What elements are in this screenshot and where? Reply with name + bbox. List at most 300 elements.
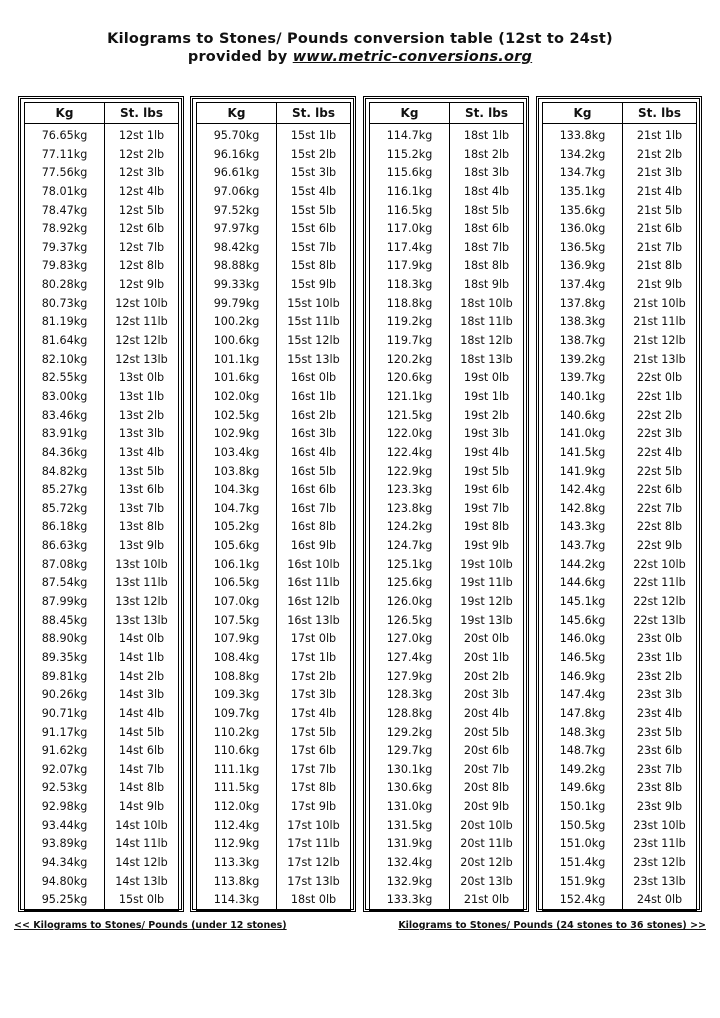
kg-cell: 108.8kg — [213, 669, 260, 683]
stones-cell: 14st 3lb — [118, 688, 165, 702]
kg-cell: 84.36kg — [41, 445, 88, 459]
stones-cell: 15st 10lb — [287, 296, 340, 310]
kg-cell: 146.9kg — [559, 669, 606, 683]
stones-cell: 23st 11lb — [633, 837, 686, 851]
stones-cell: 18st 6lb — [463, 222, 510, 236]
kg-cell: 103.8kg — [213, 464, 260, 478]
stones-cell: 23st 7lb — [636, 762, 683, 776]
stones-cell: 13st 5lb — [118, 464, 165, 478]
stones-cell: 23st 2lb — [636, 669, 683, 683]
stones-cell: 21st 0lb — [463, 893, 510, 907]
conversion-panel — [18, 96, 184, 912]
kg-cell: 93.89kg — [41, 837, 88, 851]
kg-cell: 129.7kg — [386, 744, 433, 758]
stones-column — [105, 124, 179, 911]
kg-cell: 130.6kg — [386, 781, 433, 795]
kg-cell: 90.26kg — [41, 688, 88, 702]
stones-cell: 19st 2lb — [463, 408, 510, 422]
kg-cell: 136.0kg — [559, 222, 606, 236]
kg-cell: 141.5kg — [559, 445, 606, 459]
kg-cell: 82.55kg — [41, 371, 88, 385]
kg-cell: 111.5kg — [213, 781, 260, 795]
stones-cell: 15st 0lb — [118, 893, 165, 907]
stones-cell: 22st 1lb — [636, 389, 683, 403]
kg-cell: 92.07kg — [41, 762, 88, 776]
stones-cell: 20st 11lb — [460, 837, 513, 851]
stones-cell: 17st 5lb — [290, 725, 337, 739]
kg-cell: 146.5kg — [559, 650, 606, 664]
conversion-panel — [190, 96, 356, 912]
stones-cell: 18st 3lb — [463, 166, 510, 180]
stones-cell: 23st 5lb — [636, 725, 683, 739]
kg-cell: 87.08kg — [41, 557, 88, 571]
kg-cell: 97.06kg — [213, 184, 260, 198]
stones-cell: 16st 0lb — [290, 371, 337, 385]
stones-cell: 19st 4lb — [463, 445, 510, 459]
stones-cell: 20st 6lb — [463, 744, 510, 758]
kg-column — [543, 124, 623, 911]
stones-cell: 14st 10lb — [115, 818, 168, 832]
stones-column-header: St. lbs — [105, 103, 179, 124]
stones-cell: 18st 1lb — [463, 129, 510, 142]
stones-column — [450, 124, 524, 911]
stones-cell: 19st 11lb — [460, 576, 513, 590]
kg-cell: 94.34kg — [41, 855, 88, 869]
stones-column — [623, 124, 697, 911]
stones-cell: 16st 9lb — [290, 539, 337, 553]
stones-cell: 23st 0lb — [636, 632, 683, 646]
stones-cell: 20st 8lb — [463, 781, 510, 795]
kg-cell: 117.0kg — [386, 222, 433, 236]
kg-cell: 79.37kg — [41, 240, 88, 254]
kg-cell: 96.16kg — [213, 147, 260, 161]
kg-cell: 150.1kg — [559, 800, 606, 814]
stones-cell: 14st 1lb — [118, 650, 165, 664]
stones-cell: 21st 4lb — [636, 184, 683, 198]
stones-cell: 19st 9lb — [463, 539, 510, 553]
kg-cell: 142.8kg — [559, 501, 606, 515]
kg-cell: 95.70kg — [213, 129, 260, 142]
kg-cell: 138.7kg — [559, 334, 606, 348]
kg-cell: 89.35kg — [41, 650, 88, 664]
stones-cell: 15st 9lb — [290, 278, 337, 292]
stones-cell: 19st 5lb — [463, 464, 510, 478]
kg-cell: 119.2kg — [386, 315, 433, 329]
stones-cell: 13st 0lb — [118, 371, 165, 385]
kg-cell: 80.73kg — [41, 296, 88, 310]
stones-cell: 18st 11lb — [460, 315, 513, 329]
kg-cell: 101.6kg — [213, 371, 260, 385]
stones-cell: 13st 12lb — [115, 595, 168, 609]
stones-cell: 18st 0lb — [290, 893, 337, 907]
stones-cell: 12st 7lb — [118, 240, 165, 254]
kg-cell: 126.5kg — [386, 613, 433, 627]
stones-cell: 16st 8lb — [290, 520, 337, 534]
kg-cell: 149.6kg — [559, 781, 606, 795]
kg-column — [370, 124, 450, 911]
stones-cell: 23st 1lb — [636, 650, 683, 664]
kg-cell: 134.2kg — [559, 147, 606, 161]
stones-cell: 14st 11lb — [115, 837, 168, 851]
stones-cell: 15st 3lb — [290, 166, 337, 180]
kg-cell: 112.9kg — [213, 837, 260, 851]
stones-cell: 22st 8lb — [636, 520, 683, 534]
kg-cell: 136.9kg — [559, 259, 606, 273]
kg-cell: 108.4kg — [213, 650, 260, 664]
kg-cell: 110.6kg — [213, 744, 260, 758]
stones-cell: 19st 8lb — [463, 520, 510, 534]
stones-cell: 21st 6lb — [636, 222, 683, 236]
kg-cell: 110.2kg — [213, 725, 260, 739]
stones-column-header: St. lbs — [450, 103, 524, 124]
site-link[interactable]: www.metric-conversions.org — [292, 49, 533, 65]
kg-cell: 91.62kg — [41, 744, 88, 758]
stones-cell: 20st 7lb — [463, 762, 510, 776]
kg-cell: 92.98kg — [41, 800, 88, 814]
kg-cell: 144.2kg — [559, 557, 606, 571]
kg-cell: 138.3kg — [559, 315, 606, 329]
kg-cell: 145.6kg — [559, 613, 606, 627]
stones-cell: 15st 1lb — [290, 129, 337, 142]
kg-cell: 86.18kg — [41, 520, 88, 534]
stones-cell: 14st 12lb — [115, 855, 168, 869]
kg-cell: 151.0kg — [559, 837, 606, 851]
kg-cell: 83.00kg — [41, 389, 88, 403]
stones-cell: 19st 6lb — [463, 483, 510, 497]
stones-cell: 12st 13lb — [115, 352, 168, 366]
stones-cell: 14st 9lb — [118, 800, 165, 814]
stones-cell: 22st 9lb — [636, 539, 683, 553]
stones-cell: 12st 12lb — [115, 334, 168, 348]
stones-cell: 15st 5lb — [290, 203, 337, 217]
stones-cell: 15st 8lb — [290, 259, 337, 273]
kg-cell: 86.63kg — [41, 539, 88, 553]
stones-cell: 17st 4lb — [290, 706, 337, 720]
stones-cell: 15st 4lb — [290, 184, 337, 198]
kg-cell: 117.4kg — [386, 240, 433, 254]
kg-cell: 88.90kg — [41, 632, 88, 646]
kg-cell: 150.5kg — [559, 818, 606, 832]
kg-column — [25, 124, 105, 911]
stones-cell: 22st 6lb — [636, 483, 683, 497]
stones-cell: 14st 6lb — [118, 744, 165, 758]
kg-cell: 135.6kg — [559, 203, 606, 217]
kg-cell: 96.61kg — [213, 166, 260, 180]
kg-cell: 151.9kg — [559, 874, 606, 888]
kg-cell: 87.99kg — [41, 595, 88, 609]
stones-cell: 20st 12lb — [460, 855, 513, 869]
stones-cell: 21st 3lb — [636, 166, 683, 180]
kg-cell: 120.6kg — [386, 371, 433, 385]
kg-cell: 114.3kg — [213, 893, 260, 907]
stones-cell: 14st 13lb — [115, 874, 168, 888]
kg-cell: 133.3kg — [386, 893, 433, 907]
stones-cell: 18st 10lb — [460, 296, 513, 310]
kg-cell: 143.7kg — [559, 539, 606, 553]
kg-cell: 147.8kg — [559, 706, 606, 720]
conversion-panel — [536, 96, 702, 912]
stones-cell: 13st 10lb — [115, 557, 168, 571]
stones-cell: 13st 9lb — [118, 539, 165, 553]
stones-cell: 12st 9lb — [118, 278, 165, 292]
kg-cell: 125.6kg — [386, 576, 433, 590]
kg-cell: 102.5kg — [213, 408, 260, 422]
stones-cell: 21st 7lb — [636, 240, 683, 254]
stones-cell: 16st 11lb — [287, 576, 340, 590]
kg-cell: 140.6kg — [559, 408, 606, 422]
kg-cell: 112.4kg — [213, 818, 260, 832]
kg-cell: 148.7kg — [559, 744, 606, 758]
kg-cell: 100.6kg — [213, 334, 260, 348]
kg-cell: 107.9kg — [213, 632, 260, 646]
stones-cell: 12st 2lb — [118, 147, 165, 161]
stones-cell: 18st 8lb — [463, 259, 510, 273]
conversion-table — [369, 102, 524, 911]
kg-cell: 142.4kg — [559, 483, 606, 497]
stones-cell: 17st 8lb — [290, 781, 337, 795]
conversion-panel — [363, 96, 529, 912]
stones-cell: 13st 13lb — [115, 613, 168, 627]
kg-cell: 151.4kg — [559, 855, 606, 869]
stones-cell: 21st 2lb — [636, 147, 683, 161]
kg-cell: 139.2kg — [559, 352, 606, 366]
kg-cell: 103.4kg — [213, 445, 260, 459]
stones-cell: 17st 11lb — [287, 837, 340, 851]
stones-cell: 18st 2lb — [463, 147, 510, 161]
stones-cell: 17st 3lb — [290, 688, 337, 702]
kg-cell: 104.3kg — [213, 483, 260, 497]
kg-cell: 83.91kg — [41, 427, 88, 441]
table-header-row — [25, 103, 179, 124]
kg-cell: 136.5kg — [559, 240, 606, 254]
kg-cell: 106.5kg — [213, 576, 260, 590]
stones-cell: 20st 3lb — [463, 688, 510, 702]
kg-cell: 102.0kg — [213, 389, 260, 403]
stones-cell: 21st 8lb — [636, 259, 683, 273]
provided-by-text: provided by — [187, 49, 293, 65]
stones-cell: 13st 2lb — [118, 408, 165, 422]
kg-cell: 83.46kg — [41, 408, 88, 422]
table-header-row — [197, 103, 351, 124]
kg-cell: 105.6kg — [213, 539, 260, 553]
stones-cell: 22st 2lb — [636, 408, 683, 422]
kg-cell: 128.3kg — [386, 688, 433, 702]
stones-cell: 23st 3lb — [636, 688, 683, 702]
stones-cell: 22st 11lb — [633, 576, 686, 590]
kg-cell: 141.9kg — [559, 464, 606, 478]
stones-cell: 23st 8lb — [636, 781, 683, 795]
stones-cell: 16st 13lb — [287, 613, 340, 627]
kg-cell: 120.2kg — [386, 352, 433, 366]
kg-cell: 113.3kg — [213, 855, 260, 869]
table-header-row — [543, 103, 697, 124]
stones-cell: 12st 8lb — [118, 259, 165, 273]
kg-cell: 131.9kg — [386, 837, 433, 851]
kg-cell: 123.8kg — [386, 501, 433, 515]
stones-cell: 21st 13lb — [633, 352, 686, 366]
kg-cell: 144.6kg — [559, 576, 606, 590]
kg-cell: 152.4kg — [559, 893, 606, 907]
stones-cell: 14st 5lb — [118, 725, 165, 739]
conversion-table — [196, 102, 351, 911]
kg-cell: 148.3kg — [559, 725, 606, 739]
kg-cell: 85.72kg — [41, 501, 88, 515]
kg-cell: 89.81kg — [41, 669, 88, 683]
stones-cell: 21st 9lb — [636, 278, 683, 292]
stones-cell: 18st 9lb — [463, 278, 510, 292]
stones-cell: 22st 5lb — [636, 464, 683, 478]
stones-cell: 15st 7lb — [290, 240, 337, 254]
stones-cell: 17st 2lb — [290, 669, 337, 683]
stones-cell: 12st 5lb — [118, 203, 165, 217]
stones-cell: 23st 4lb — [636, 706, 683, 720]
stones-cell: 22st 10lb — [633, 557, 686, 571]
kg-cell: 130.1kg — [386, 762, 433, 776]
stones-cell: 16st 6lb — [290, 483, 337, 497]
stones-cell: 20st 13lb — [460, 874, 513, 888]
stones-cell: 16st 1lb — [290, 389, 337, 403]
kg-cell: 135.1kg — [559, 184, 606, 198]
kg-cell: 79.83kg — [41, 259, 88, 273]
title-line-2 — [0, 48, 720, 66]
kg-cell: 115.2kg — [386, 147, 433, 161]
stones-cell: 17st 12lb — [287, 855, 340, 869]
stones-cell: 12st 11lb — [115, 315, 168, 329]
stones-cell: 17st 10lb — [287, 818, 340, 832]
kg-cell: 127.9kg — [386, 669, 433, 683]
stones-cell: 18st 13lb — [460, 352, 513, 366]
stones-cell: 19st 10lb — [460, 557, 513, 571]
stones-cell: 16st 5lb — [290, 464, 337, 478]
stones-cell: 13st 1lb — [118, 389, 165, 403]
kg-cell: 98.42kg — [213, 240, 260, 254]
kg-cell: 121.1kg — [386, 389, 433, 403]
kg-cell: 111.1kg — [213, 762, 260, 776]
kg-cell: 140.1kg — [559, 389, 606, 403]
kg-cell: 118.3kg — [386, 278, 433, 292]
stones-cell: 14st 8lb — [118, 781, 165, 795]
stones-cell: 14st 7lb — [118, 762, 165, 776]
kg-cell: 78.01kg — [41, 184, 88, 198]
stones-cell: 19st 3lb — [463, 427, 510, 441]
stones-column-header: St. lbs — [623, 103, 697, 124]
stones-cell: 16st 7lb — [290, 501, 337, 515]
kg-cell: 141.0kg — [559, 427, 606, 441]
kg-cell: 92.53kg — [41, 781, 88, 795]
stones-cell: 23st 13lb — [633, 874, 686, 888]
stones-cell: 16st 4lb — [290, 445, 337, 459]
kg-cell: 122.9kg — [386, 464, 433, 478]
stones-cell: 17st 13lb — [287, 874, 340, 888]
stones-cell: 16st 12lb — [287, 595, 340, 609]
kg-cell: 129.2kg — [386, 725, 433, 739]
kg-column — [197, 124, 277, 911]
kg-cell: 123.3kg — [386, 483, 433, 497]
kg-cell: 91.17kg — [41, 725, 88, 739]
kg-cell: 147.4kg — [559, 688, 606, 702]
kg-cell: 76.65kg — [41, 129, 88, 142]
stones-cell: 17st 0lb — [290, 632, 337, 646]
table-body-row — [543, 124, 697, 911]
stones-cell: 22st 0lb — [636, 371, 683, 385]
kg-cell: 101.1kg — [213, 352, 260, 366]
kg-cell: 107.0kg — [213, 595, 260, 609]
stones-cell: 22st 4lb — [636, 445, 683, 459]
kg-cell: 114.7kg — [386, 129, 433, 142]
stones-cell: 14st 0lb — [118, 632, 165, 646]
kg-cell: 105.2kg — [213, 520, 260, 534]
stones-cell: 18st 5lb — [463, 203, 510, 217]
kg-cell: 78.47kg — [41, 203, 88, 217]
stones-cell: 12st 3lb — [118, 166, 165, 180]
kg-cell: 87.54kg — [41, 576, 88, 590]
kg-cell: 77.11kg — [41, 147, 88, 161]
kg-cell: 81.64kg — [41, 334, 88, 348]
stones-cell: 23st 9lb — [636, 800, 683, 814]
next-page-link[interactable]: Kilograms to Stones/ Pounds (24 stones to 36 stones) >> — [398, 920, 706, 931]
kg-cell: 100.2kg — [213, 315, 260, 329]
stones-cell: 21st 10lb — [633, 296, 686, 310]
stones-cell: 21st 5lb — [636, 203, 683, 217]
stones-cell: 21st 11lb — [633, 315, 686, 329]
stones-cell: 13st 3lb — [118, 427, 165, 441]
kg-cell: 125.1kg — [386, 557, 433, 571]
kg-cell: 122.0kg — [386, 427, 433, 441]
stones-cell: 20st 10lb — [460, 818, 513, 832]
kg-cell: 90.71kg — [41, 706, 88, 720]
kg-cell: 133.8kg — [559, 129, 606, 142]
table-body-row — [370, 124, 524, 911]
kg-cell: 116.1kg — [386, 184, 433, 198]
kg-column-header: Kg — [543, 103, 623, 124]
prev-page-link[interactable]: << Kilograms to Stones/ Pounds (under 12 stones) — [14, 920, 287, 931]
kg-cell: 118.8kg — [386, 296, 433, 310]
stones-cell: 22st 13lb — [633, 613, 686, 627]
kg-cell: 77.56kg — [41, 166, 88, 180]
kg-cell: 98.88kg — [213, 259, 260, 273]
kg-cell: 109.7kg — [213, 706, 260, 720]
stones-cell: 18st 4lb — [463, 184, 510, 198]
stones-cell: 20st 2lb — [463, 669, 510, 683]
table-body-row — [197, 124, 351, 911]
kg-cell: 124.7kg — [386, 539, 433, 553]
kg-cell: 126.0kg — [386, 595, 433, 609]
stones-cell: 16st 10lb — [287, 557, 340, 571]
stones-column-header: St. lbs — [277, 103, 351, 124]
kg-cell: 82.10kg — [41, 352, 88, 366]
kg-cell: 84.82kg — [41, 464, 88, 478]
kg-cell: 134.7kg — [559, 166, 606, 180]
kg-cell: 143.3kg — [559, 520, 606, 534]
stones-cell: 23st 12lb — [633, 855, 686, 869]
stones-cell: 18st 12lb — [460, 334, 513, 348]
kg-cell: 106.1kg — [213, 557, 260, 571]
stones-cell: 17st 9lb — [290, 800, 337, 814]
stones-cell: 12st 6lb — [118, 222, 165, 236]
stones-cell: 15st 6lb — [290, 222, 337, 236]
kg-cell: 117.9kg — [386, 259, 433, 273]
stones-cell: 19st 0lb — [463, 371, 510, 385]
kg-cell: 99.79kg — [213, 296, 260, 310]
kg-cell: 88.45kg — [41, 613, 88, 627]
stones-cell: 13st 4lb — [118, 445, 165, 459]
stones-cell: 16st 3lb — [290, 427, 337, 441]
stones-cell: 22st 7lb — [636, 501, 683, 515]
kg-cell: 94.80kg — [41, 874, 88, 888]
stones-cell: 14st 2lb — [118, 669, 165, 683]
stones-cell: 19st 13lb — [460, 613, 513, 627]
stones-cell: 15st 11lb — [287, 315, 340, 329]
